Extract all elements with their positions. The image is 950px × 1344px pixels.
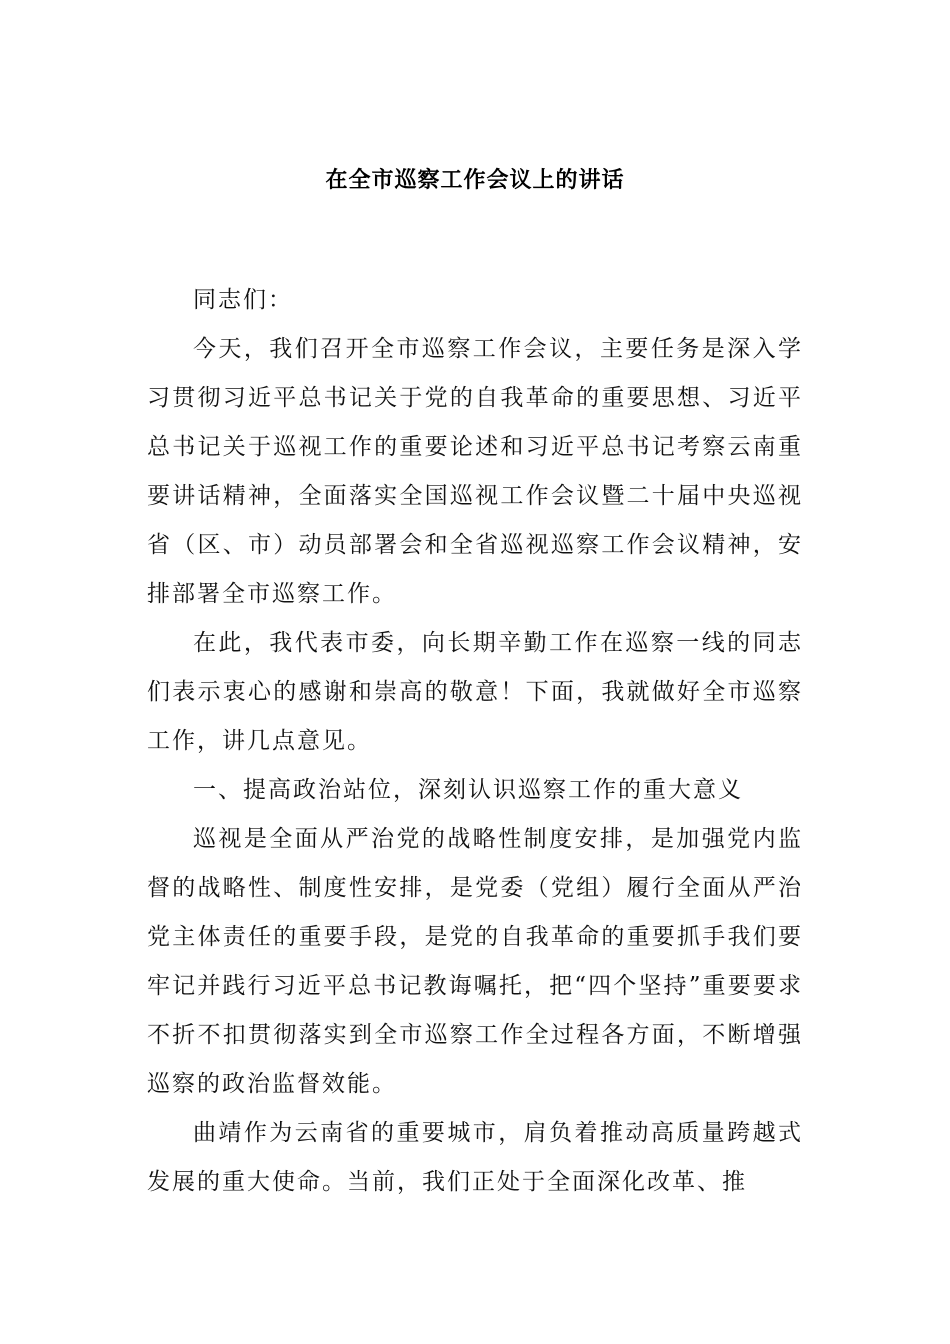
thanks-paragraph: 在此，我代表市委，向长期辛勤工作在巡察一线的同志们表示衷心的感谢和崇高的敬意！下面，我就做好全市巡察工作，讲几点意见。	[147, 630, 803, 754]
inspection-significance-paragraph: 巡视是全面从严治党的战略性制度安排，是加强党内监督的战略性、制度性安排，是党委（党组）履行全面从严治党主体责任的重要手段，是党的自我革命的重要抓手我们要牢记并践行习近平总书记教诲嘱托，把“四个坚持”重要要求不折不扣贯彻落实到全市巡察工作全过程各方面，不断增强巡察的政治监督效能。	[147, 826, 803, 1097]
salutation-paragraph: 同志们：	[193, 287, 293, 313]
section-heading-1: 一、提高政治站位，深刻认识巡察工作的重大意义	[193, 777, 743, 803]
document-title: 在全市巡察工作会议上的讲话	[325, 167, 625, 193]
qujing-paragraph: 曲靖作为云南省的重要城市，肩负着推动高质量跨越式发展的重大使命。当前，我们正处于全面深化改革、推	[147, 1120, 803, 1195]
intro-paragraph: 今天，我们召开全市巡察工作会议，主要任务是深入学习贯彻习近平总书记关于党的自我革命的重要思想、习近平总书记关于巡视工作的重要论述和习近平总书记考察云南重要讲话精神，全面落实全国巡视工作会议暨二十届中央巡视省（区、市）动员部署会和全省巡视巡察工作会议精神，安排部署全市巡察工作。	[147, 336, 803, 607]
document-body	[147, 276, 803, 1207]
